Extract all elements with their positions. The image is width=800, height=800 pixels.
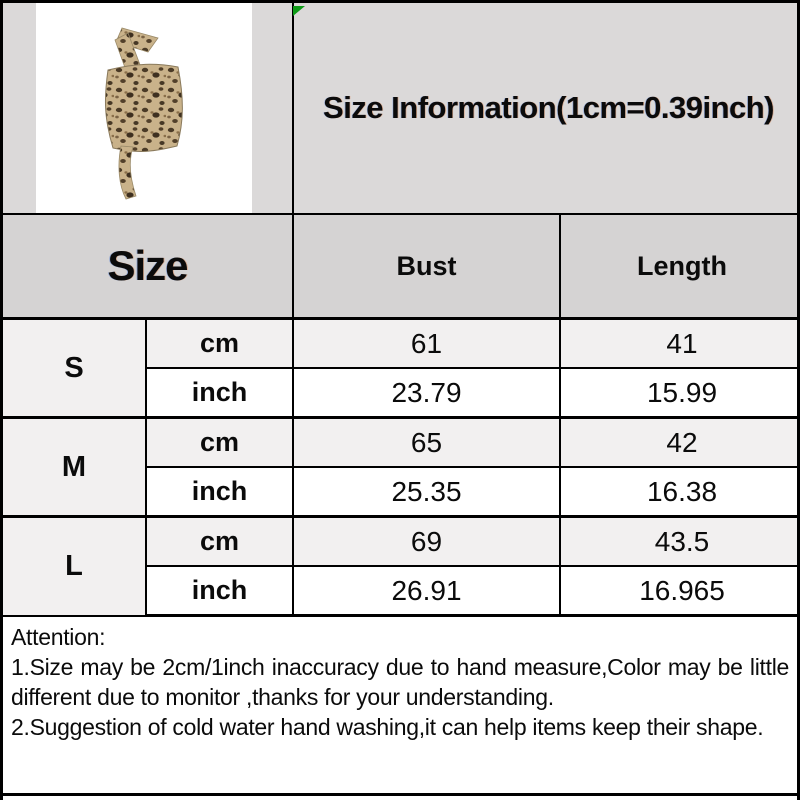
unit-label-cm: cm: [146, 319, 293, 369]
table-header-row: [3, 214, 800, 319]
attention-note-1: 1.Size may be 2cm/1inch inaccuracy due to hand measure,Color may be little different due to monitor ,thanks for your understanding.: [11, 654, 789, 710]
column-header-bust: Bust: [293, 214, 560, 319]
bust-value: 61: [293, 319, 560, 369]
table-row: [3, 319, 800, 369]
length-value: 41: [560, 319, 800, 369]
length-value: 42: [560, 418, 800, 468]
size-info-title: Size Information(1cm=0.39inch): [323, 90, 774, 125]
column-header-length: Length: [560, 214, 800, 319]
product-image-cell: [3, 3, 293, 214]
unit-label-inch: inch: [146, 467, 293, 517]
bust-value: 69: [293, 517, 560, 567]
bust-value: 25.35: [293, 467, 560, 517]
size-label-m: M: [3, 418, 146, 517]
unit-label-cm: cm: [146, 517, 293, 567]
table-row: [3, 517, 800, 567]
length-value: 16.38: [560, 467, 800, 517]
attention-note-2: 2.Suggestion of cold water hand washing,it can help items keep their shape.: [11, 714, 764, 740]
unit-label-inch: inch: [146, 566, 293, 616]
bust-value: 65: [293, 418, 560, 468]
unit-label-cm: cm: [146, 418, 293, 468]
length-value: 15.99: [560, 368, 800, 418]
column-header-size: Size: [3, 214, 293, 319]
attention-box: [3, 617, 797, 796]
table-row: [3, 418, 800, 468]
title-cell: [293, 3, 800, 214]
attention-heading: Attention:: [11, 624, 106, 650]
length-value: 16.965: [560, 566, 800, 616]
size-label-s: S: [3, 319, 146, 418]
bust-value: 23.79: [293, 368, 560, 418]
length-value: 43.5: [560, 517, 800, 567]
product-photo-frame: [36, 3, 252, 213]
bust-value: 26.91: [293, 566, 560, 616]
size-label-l: L: [3, 517, 146, 616]
product-title-row: [3, 3, 800, 214]
size-table: [3, 3, 800, 617]
unit-label-inch: inch: [146, 368, 293, 418]
leopard-top-image: [36, 6, 252, 210]
